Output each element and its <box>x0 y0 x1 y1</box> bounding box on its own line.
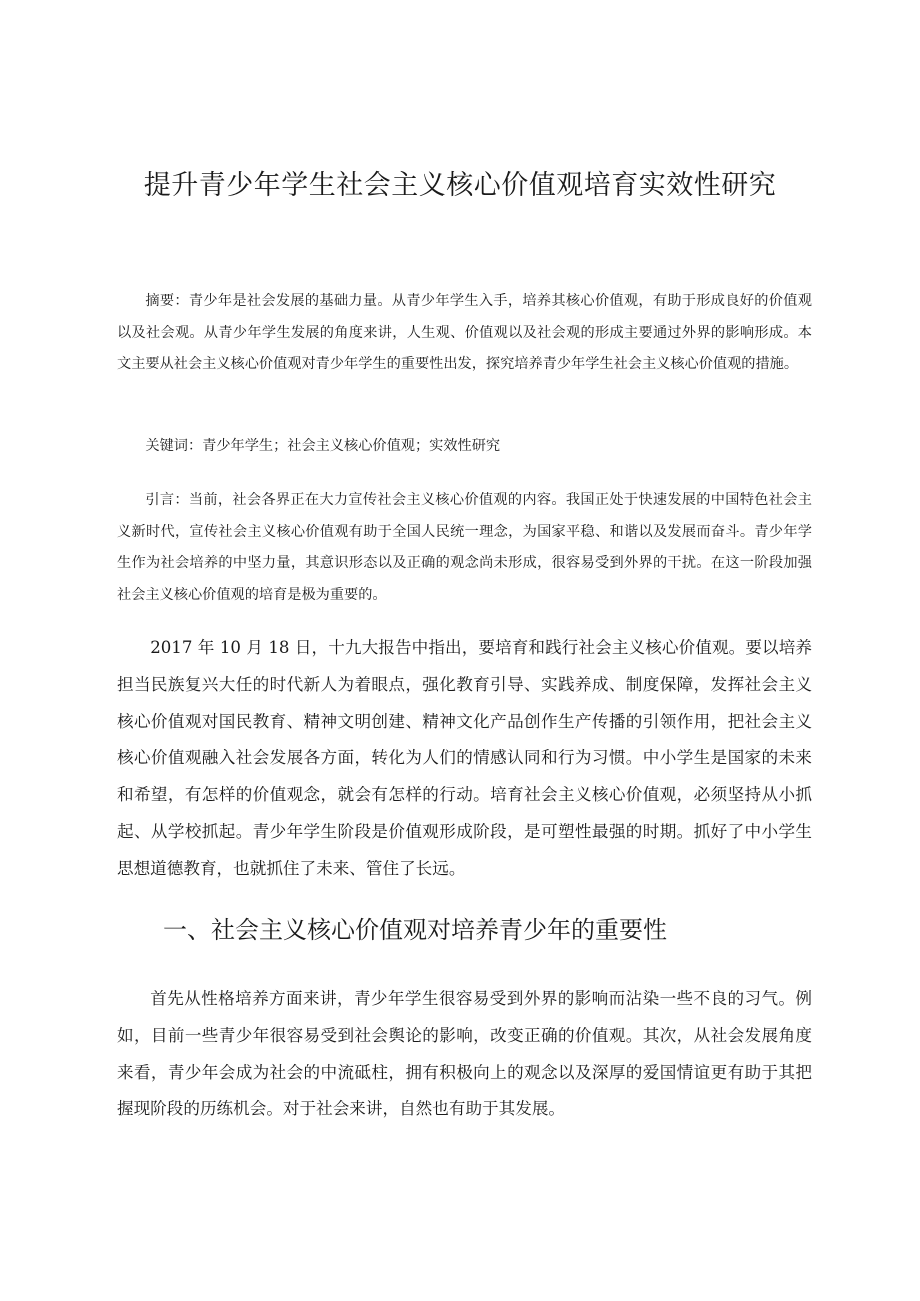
abstract-paragraph <box>117 286 812 381</box>
paper-title: 提升青少年学生社会主义核心价值观培育实效性研究 <box>143 170 777 201</box>
intro-text: 当前，社会各界正在大力宣传社会主义核心价值观的内容。我国正处于快速发展的中国特色社会主义新时代，宣传社会主义核心价值观有助于全国人民统一理念，为国家平稳、和谐以及发展而奋斗。青少年学生作为社会培养的中坚力量，其意识形态以及正确的观念尚未形成，很容易受到外界的干扰。在这一阶段加强社会主义核心价值观的培育是极为重要的。 <box>117 492 812 603</box>
keywords-text: 青少年学生；社会主义核心价值观；实效性研究 <box>202 438 501 454</box>
intro-paragraph <box>117 485 812 611</box>
abstract-text: 青少年是社会发展的基础力量。从青少年学生入手，培养其核心价值观，有助于形成良好的价值观以及社会观。从青少年学生发展的角度来讲，人生观、价值观以及社会观的形成主要通过外界的影响形成。本文主要从社会主义核心价值观对青少年学生的重要性出发，探究培养青少年学生社会主义核心价值观的措施。 <box>117 293 812 372</box>
section-1-paragraph: 首先从性格培养方面来讲，青少年学生很容易受到外界的影响而沾染一些不良的习气。例如，目前一些青少年很容易受到社会舆论的影响，改变正确的价值观。其次，从社会发展角度来看，青少年会成为社会的中流砥柱，拥有积极向上的观念以及深厚的爱国情谊更有助于其把握现阶段的历练机会。对于社会来讲，自然也有助于其发展。 <box>117 989 812 1119</box>
abstract-label: 摘要： <box>145 293 189 309</box>
keywords-paragraph <box>117 431 812 463</box>
body-paragraph: 2017 年 10 月 18 日，十九大报告中指出，要培育和践行社会主义核心价值观。要以培养担当民族复兴大任的时代新人为着眼点，强化教育引导、实践养成、制度保障，发挥社会主义核心价值观对国民教育、精神文明创建、精神文化产品创作生产传播的引领作用，把社会主义核心价值观融入社会发展各方面，转化为人们的情感认同和行为习惯。中小学生是国家的未来和希望，有怎样的价值观念，就会有怎样的行动。培育社会主义核心价值观，必须坚持从小抓起、从学校抓起。青少年学生阶段是价值观形成阶段，是可塑性最强的时期。抓好了中小学生思想道德教育，也就抓住了未来、管住了长远。 <box>117 638 812 878</box>
keywords-label: 关键词： <box>145 438 203 454</box>
section-1-heading: 一、社会主义核心价值观对培养青少年的重要性 <box>163 916 667 944</box>
intro-label: 引言： <box>145 492 189 508</box>
